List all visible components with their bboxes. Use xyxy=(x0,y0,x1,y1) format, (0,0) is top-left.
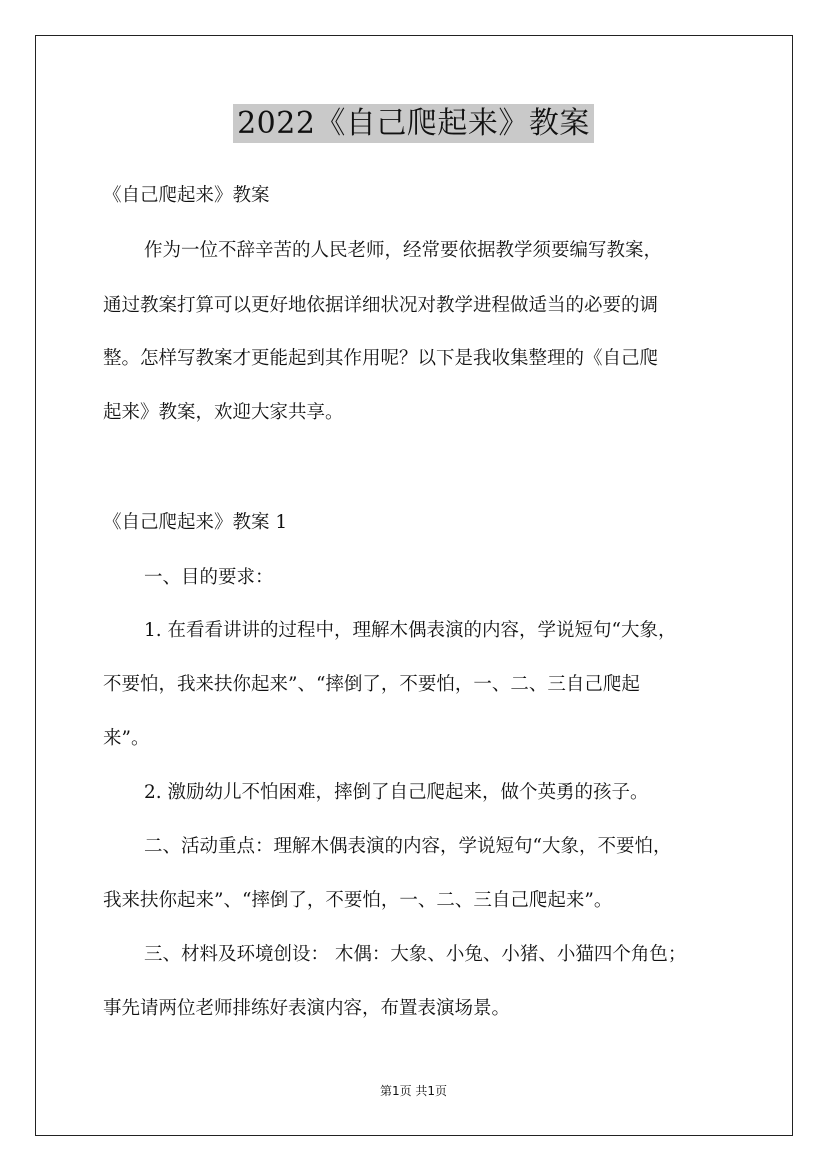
document-subtitle: 《自己爬起来》教案 xyxy=(103,185,270,206)
goals-heading: 一、目的要求： xyxy=(144,567,274,588)
key-point-line-1: 二、活动重点：理解木偶表演的内容，学说短句“大象，不要怕， xyxy=(144,836,672,857)
section-heading: 《自己爬起来》教案 1 xyxy=(103,512,288,533)
goal-1-line-3: 来”。 xyxy=(103,728,150,749)
intro-line-2: 通过教案打算可以更好地依据详细状况对教学进程做适当的必要的调 xyxy=(103,295,659,316)
page-title-block xyxy=(0,98,827,142)
materials-line-1: 三、材料及环境创设： 木偶：大象、小兔、小猪、小猫四个角色； xyxy=(144,944,687,965)
page-footer: 第1页 共1页 xyxy=(379,1084,448,1098)
materials-line-2: 事先请两位老师排练好表演内容，布置表演场景。 xyxy=(103,998,511,1019)
intro-line-4: 起来》教案，欢迎大家共享。 xyxy=(103,402,344,423)
intro-line-1: 作为一位不辞辛苦的人民老师，经常要依据教学须要编写教案， xyxy=(144,240,663,261)
key-point-line-2: 我来扶你起来”、“摔倒了，不要怕，一、二、三自己爬起来”。 xyxy=(103,890,613,911)
intro-line-3: 整。怎样写教案才更能起到其作用呢？以下是我收集整理的《自己爬 xyxy=(103,348,659,369)
goal-1-line-2: 不要怕，我来扶你起来”、“摔倒了，不要怕，一、二、三自己爬起 xyxy=(103,674,640,695)
goal-2: 2. 激励幼儿不怕困难，摔倒了自己爬起来，做个英勇的孩子。 xyxy=(144,782,649,803)
page-title: 2022《自己爬起来》教案 xyxy=(233,104,594,143)
goal-1-line-1: 1. 在看看讲讲的过程中，理解木偶表演的内容，学说短句“大象， xyxy=(144,620,677,641)
